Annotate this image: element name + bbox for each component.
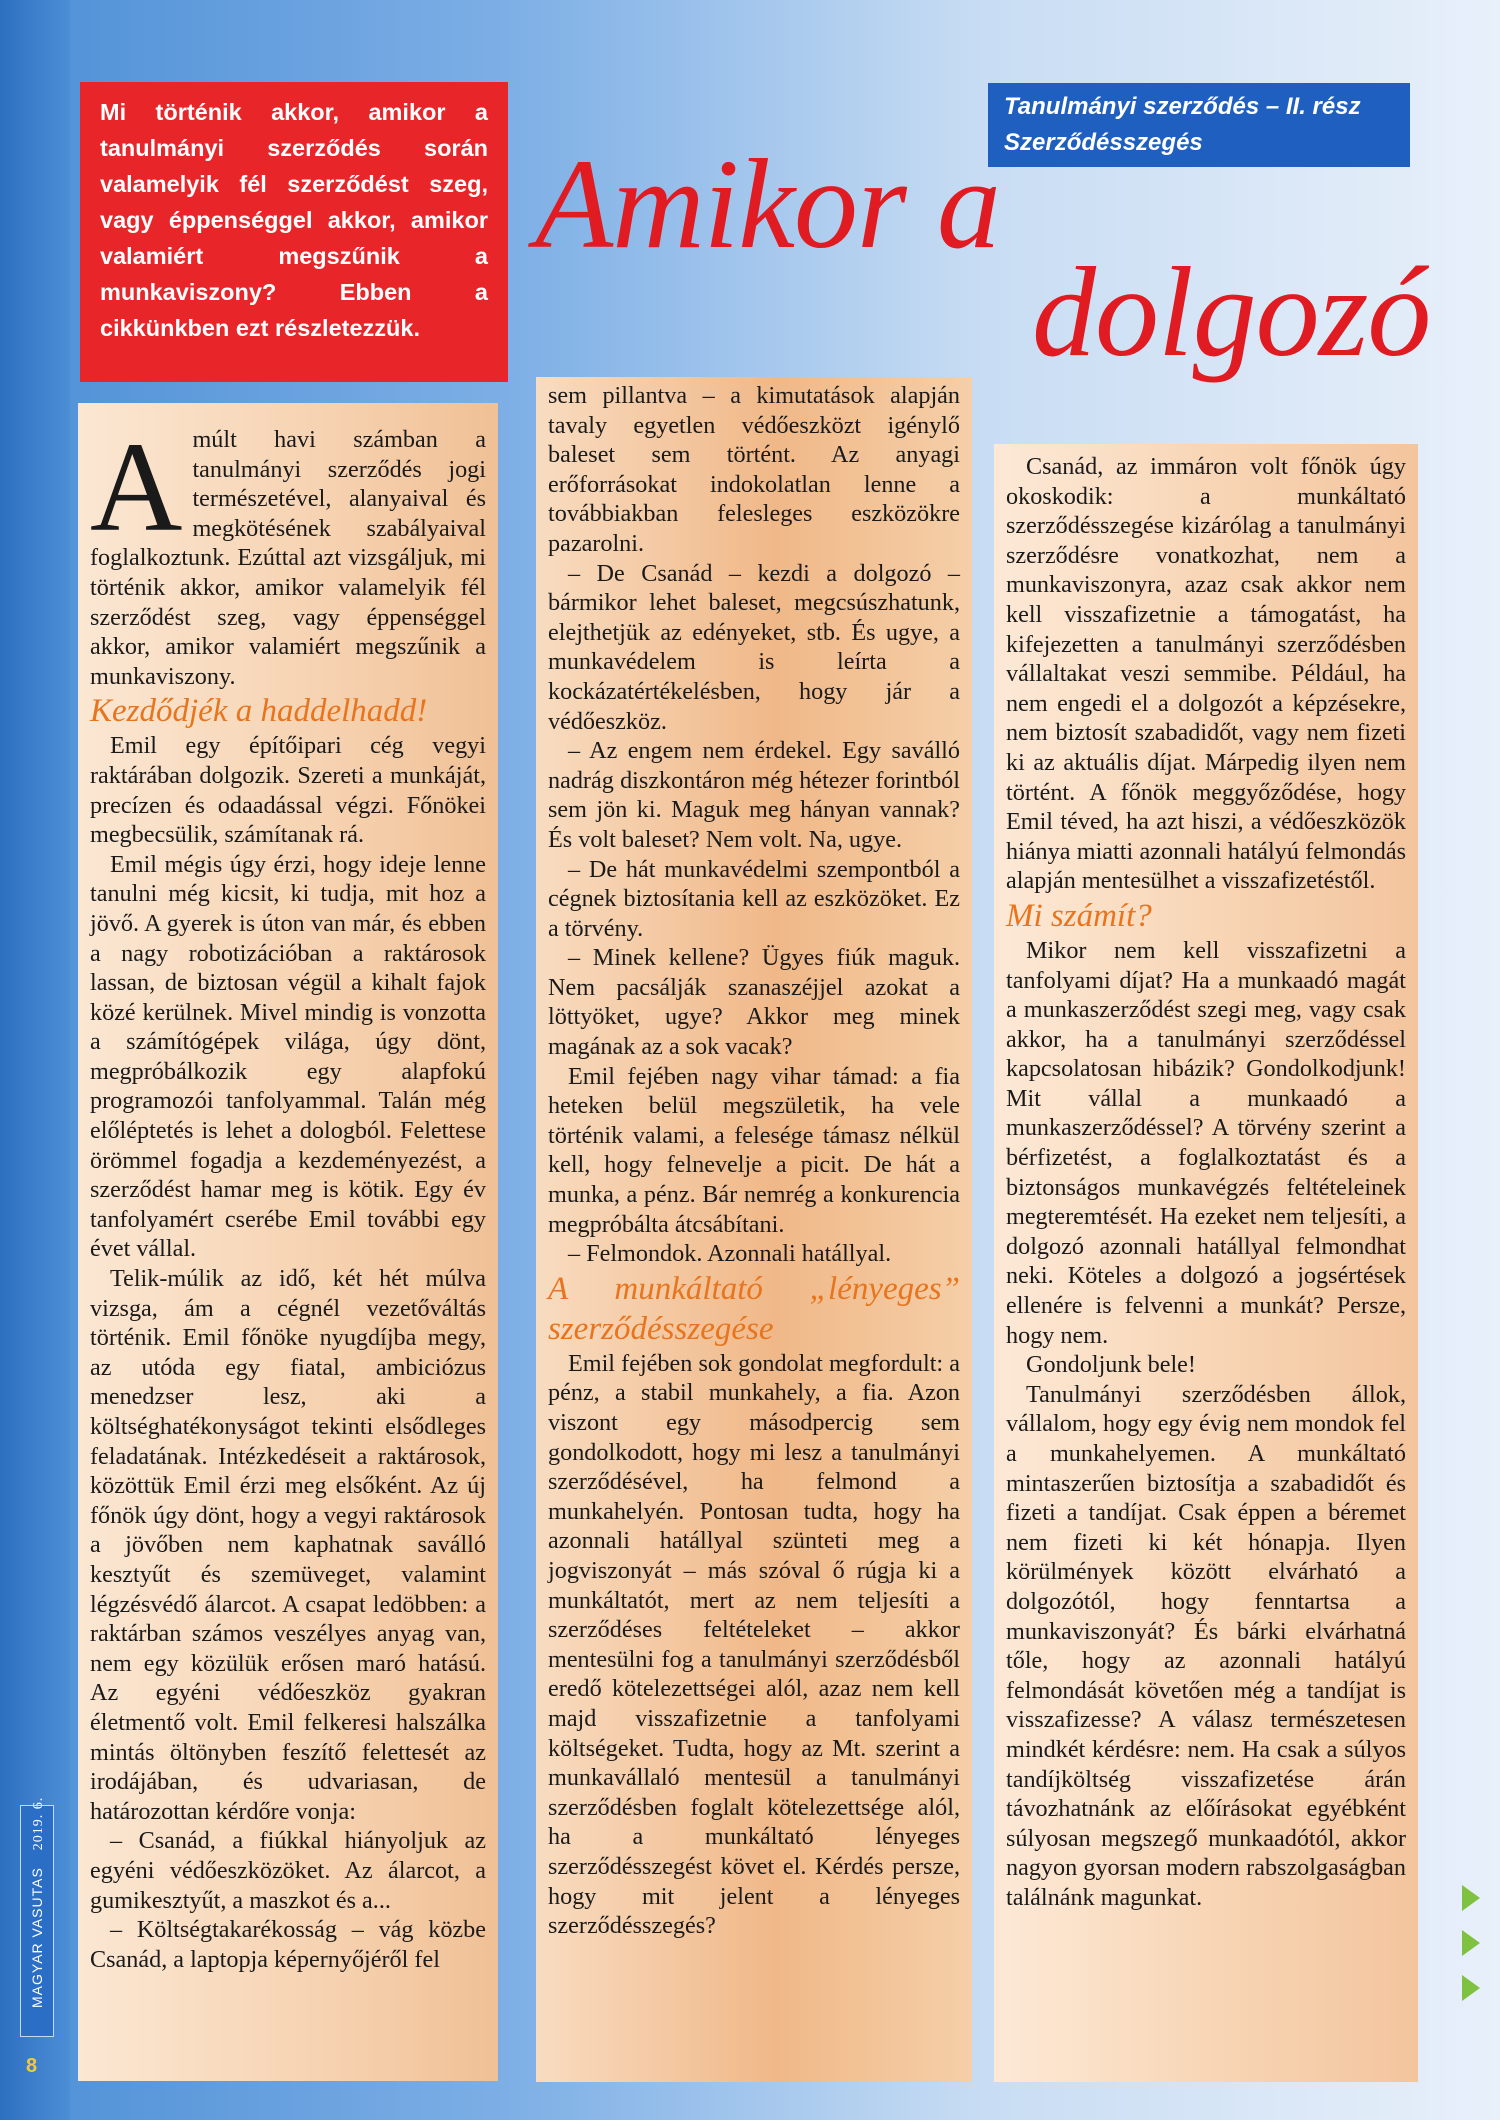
page-number: 8 [26,2055,38,2077]
paragraph: Gondoljunk bele! [1026,1351,1196,1379]
paragraph: Telik-múlik az idő, két hét múlva vizsga, ám a cégnél vezetőváltás történik. Emil főnöke nyugdíjba megy, az utóda egy fiatal, ambiciózus menedzser lesz, aki a költséghatékonyságot tekinti elsődleges feladatának. Intézkedéseit a raktárosok, közöttük Emil érzi meg elsőként. Az új főnök úgy dönt, hogy a vegyi raktárosok a jövőben nem kaphatnak saválló kesztyűt és szemüveget, valamint légzésvédő álarcot. A csapat ledöbben: a raktárban számos veszélyes anyag van, nem egy közülük erősen maró hatású. Az egyéni védőeszköz gyakran életmentő volt. Emil felkeresi halszálka mintás öltönyben feszítő felettesét az irodájában, és udvariasan, de határozottan kérdőre vonja: [90,1265,486,1825]
paragraph: Emil mégis úgy érzi, hogy ideje lenne tanulni még kicsit, ki tudja, mit hoz a jövő. A gyerek is úton van már, és ebben a nagy robotizációban a raktárosok lassan, de biztosan végül a kihalt fajok közé kerülnek. Mivel mindig is vonzotta a számítógépek világa, úgy dönt, megpróbálkozik egy alapfokú programozói tanfolyammal. Talán még előléptetés is lehet a dologból. Felettese örömmel fogadja a kezdeményezést, a szerződést hamar meg is kötik. Egy év tanfolyamért cserébe Emil további egy évet vállal. [90,850,486,1263]
article-column-3 [994,444,1418,2082]
arrow-right-icon [1462,1930,1480,1956]
paragraph: – Minek kellene? Ügyes fiúk maguk. Nem pacsálják szanaszéjjel azokat a löttyöket, ugye? Akkor meg minek magának az a sok vacak? [548,944,960,1061]
magazine-name: MAGYAR VASUTAS [29,1867,45,2008]
paragraph: Csanád, az immáron volt főnök úgy okoskodik: a munkáltató szerződésszegése kizárólag a tanulmányi szerződésre vonatkozhat, nem a munkaviszonyra, azaz csak akkor nem kell visszafizetnie a támogatást, ha kifejezetten a tanulmányi szerződésben vállaltakat veszi semmibe. Például, ha nem engedi el a dolgozót a képzésekre, nem biztosít szabadidőt, vagy nem fizeti ki az aktuális díjat. Márpedig ilyen nem történt. A főnök meggyőződése, hogy Emil téved, ha azt hiszi, a védőeszközök hiánya miatti azonnali hatályú felmondás alapján mentesülhet a visszafizetéstől. [1006,453,1406,895]
paragraph: Emil egy építőipari cég vegyi raktárában dolgozik. Szereti a munkáját, precízen és odaadással végzi. Főnökei megbecsülik, számítanak rá. [90,732,486,849]
paragraph: – Csanád, a fiúkkal hiányoljuk az egyéni védőeszközöket. Az álarcot, a gumikesztyűt, a maszkot és a... [90,1827,486,1914]
subheading-mi-szamit: Mi számít? [1006,897,1152,934]
intro-paragraph: múlt havi számban a tanulmányi szerződés jogi természetével, alanyaival és megkötésének szabályaival foglalkoztunk. Ezúttal azt vizsgáljuk, mi történik akkor, amikor valamelyik fél szerződést szeg, vagy éppenséggel akkor, amikor valamiért megszűnik a munkaviszony. [90,426,486,690]
paragraph: Tanulmányi szerződésben állok, vállalom, hogy egy évig nem mondok fel a munkahelyemen. A munkáltató mintaszerűen biztosítja a szabadidőt és fizeti a tandíjat. Csak éppen a béremet nem fizeti ki két hónapja. Ilyen körülmények között elvárható a dolgozótól, hogy fenntartsa a munkaviszonyát? És bárki elvárhatná tőle, hogy az azonnali hatályú felmondását követően még a tandíjat is visszafizesse? A válasz természetesen mindkét kérdésre: nem. Ha csak a súlyos tandíjköltség visszafizetése árán távozhatnánk az előírásokat egyébként súlyosan megszegő munkaadótól, akkor nagyon gyorsan modern rabszolgaságban találnánk magunkat. [1006,1380,1406,1911]
subheading-kezdodjek: Kezdődjék a haddelhadd! [90,693,428,730]
series-tag-line1: Tanulmányi szerződés – II. rész [1004,93,1361,120]
series-tag-line2: Szerződésszegés [1004,129,1203,156]
series-tag [988,83,1410,167]
paragraph: – Felmondok. Azonnali hatállyal. [568,1240,892,1268]
footer-magazine-info [29,1796,47,2008]
article-column-1 [78,403,498,2081]
title-line2: dolgozó [1032,241,1431,383]
paragraph: – De Csanád – kezdi a dolgozó – bármikor lehet baleset, megcsúszhatunk, elejthetjük az edényeket, stb. És ugye, a munkavédelem is leírta a kockázatértékelésben, hogy jár a védőeszköz. [548,559,960,735]
arrow-right-icon [1462,1885,1480,1911]
lead-box: Mi történik akkor, amikor a tanulmányi szerződés során valamelyik fél szerződést szeg, vagy éppenséggel akkor, amikor valamiért megszűnik a munkaviszony? Ebben a cikkünkben ezt részletezzük. [80,82,508,382]
paragraph: Mikor nem kell visszafizetni a tanfolyami díjat? Ha a munkaadó magát a munkaszerződést szegi meg, vagy csak akkor, ha a tanulmányi szerződéssel kapcsolatosan hibázik? Gondolkodjunk! Mit vállal a munkaadó a munkaszerződéssel? A törvény szerint a bérfizetést, a foglalkoztatást és a biztonságos munkavégzés feltételeinek megteremtését. Ha ezeket nem teljesíti, a dolgozó azonnali hatállyal felmondhat neki. Köteles a dolgozó a jogsértések ellenére is felvenni a munkát? Persze, hogy nem. [1006,936,1406,1349]
article-column-2 [536,377,972,2082]
paragraph: – Az engem nem érdekel. Egy saválló nadrág diszkontáron még hétezer forintból sem jön ki. Maguk meg hányan vannak? És volt baleset? Nem volt. Na, ugye. [548,737,960,853]
title-line1: Amikor a [535,133,1000,275]
footer-strip [20,1796,54,2037]
drop-cap: A [90,416,183,558]
paragraph: Emil fejében sok gondolat megfordult: a pénz, a stabil munkahely, a fia. Azon viszont egy másodpercig sem gondolkodott, hogy mi lesz a tanulmányi szerződésével, ha felmond a munkahelyén. Pontosan tudta, hogy ha azonnali hatállyal szünteti meg a jogviszonyát – más szóval ő rúgja ki a munkáltatót, mert az nem teljesíti a szerződéses feltételeket – akkor mentesülni fog a tanulmányi szerződésből eredő kötelezettségei alól, azaz nem kell majd visszafizetnie a tanfolyami költségeket. Tudta, hogy az Mt. szerint a munkavállaló mentesül a tanulmányi szerződésben foglalt kötelezettsége alól, ha a munkáltató lényeges szerződésszegést követ el. Kérdés persze, hogy mit jelent a lényeges szerződésszegés? [548,1349,960,1940]
subheading-lenyeges: A munkáltató „lényeges” szerződésszegése [548,1270,960,1347]
paragraph: – De hát munkavédelmi szempontból a cégnek biztosítania kell az eszközöket. Ez a törvény. [548,855,960,942]
paragraph: Emil fejében nagy vihar támad: a fia heteken belül megszületik, ha vele történik valami, a felesége támasz nélkül kell, hogy felnevelje a picit. De hát a munka, a pénz. Bár nemrég a konkurencia megpróbálta átcsábítani. [548,1062,960,1238]
arrow-right-icon [1462,1975,1480,2001]
paragraph: sem pillantva – a kimutatások alapján tavaly egyetlen védőeszközt igénylő baleset sem történt. Az anyagi erőforrásokat indokolatlan lenne a továbbiakban felesleges eszközökre pazarolni. [548,382,960,557]
issue-number: 2019. 6. [31,1796,46,1851]
paragraph: – Költségtakarékosság – vág közbe Csanád, a laptopja képernyőjéről fel [90,1916,486,1973]
